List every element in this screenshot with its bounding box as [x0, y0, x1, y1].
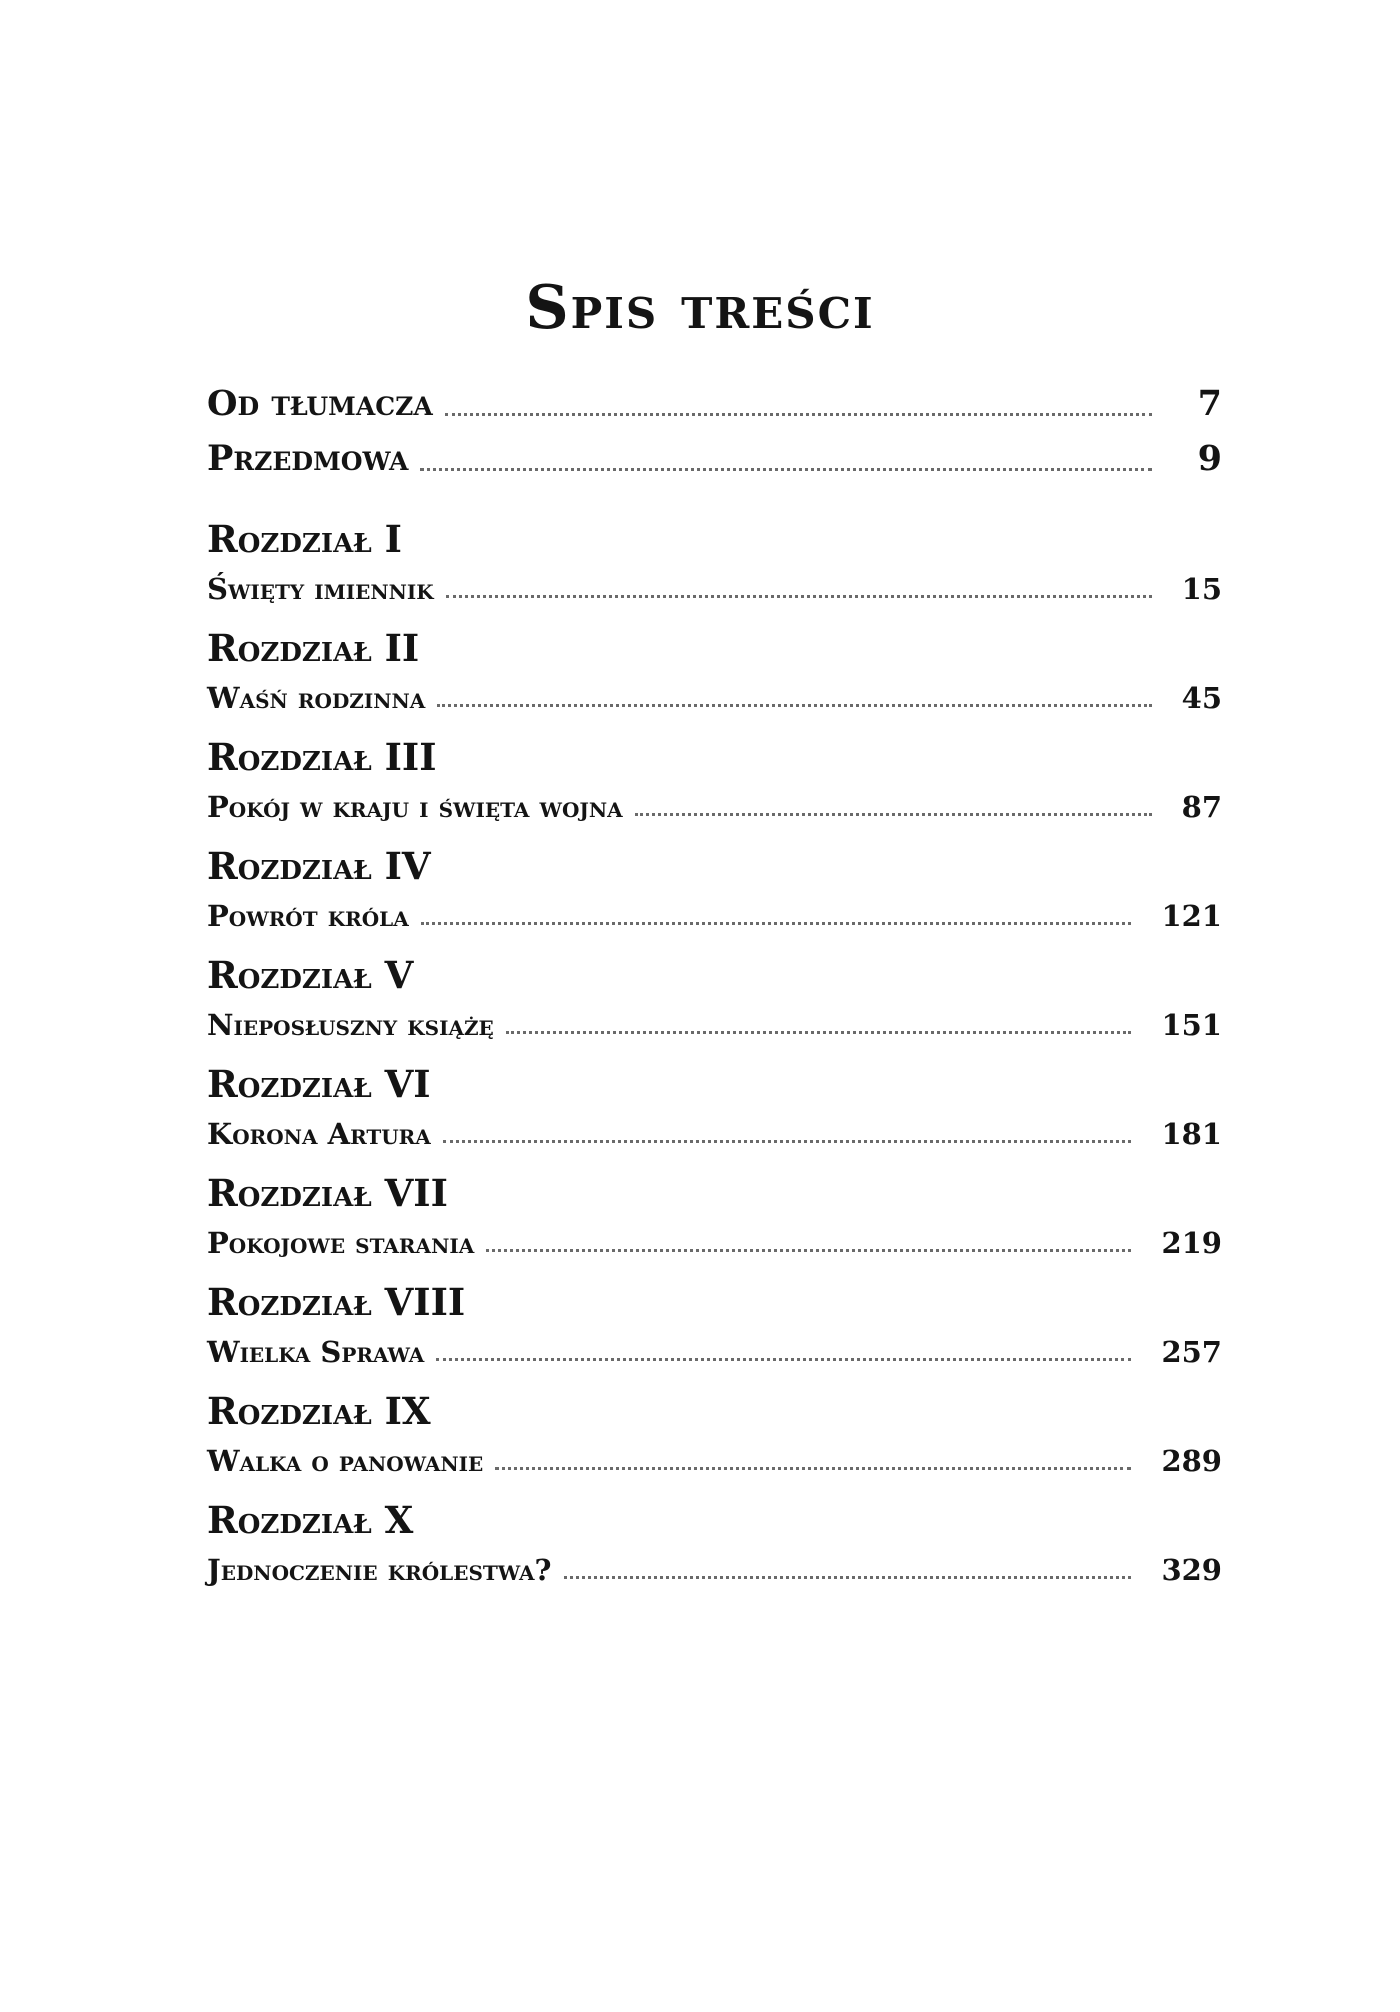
toc-page-number: 151 — [1161, 1008, 1222, 1042]
page-title: Spis treści — [525, 273, 875, 343]
toc-entry-label: Pokojowe starania — [207, 1226, 475, 1260]
leader-dots — [421, 922, 1132, 925]
toc-page-number: 181 — [1161, 1117, 1222, 1151]
toc-page-number: 289 — [1161, 1444, 1222, 1478]
toc-page-number: 45 — [1181, 681, 1222, 715]
toc-entry-chapter-8[interactable] — [207, 1325, 1222, 1369]
toc-entry-label: Powrót króla — [207, 899, 409, 933]
toc-entry-chapter-6[interactable] — [207, 1107, 1222, 1151]
toc-entry-chapter-2[interactable] — [207, 671, 1222, 715]
chapter-heading: Rozdział VII — [207, 1171, 448, 1215]
toc-page-number: 219 — [1161, 1226, 1222, 1260]
chapter-heading: Rozdział X — [207, 1498, 414, 1542]
leader-dots — [436, 1358, 1131, 1361]
chapter-heading: Rozdział I — [207, 517, 402, 561]
toc-entry-label: Święty imiennik — [207, 572, 434, 606]
toc-page-number: 15 — [1181, 572, 1222, 606]
toc-entry-label: Waśń rodzinna — [207, 681, 426, 715]
leader-dots — [445, 413, 1152, 416]
toc-entry-label: Od tłumacza — [207, 383, 433, 424]
toc-entry-label: Przedmowa — [207, 438, 409, 479]
chapter-heading: Rozdział III — [207, 735, 437, 779]
toc-entry-chapter-1[interactable] — [207, 562, 1222, 606]
leader-dots — [635, 813, 1152, 816]
leader-dots — [564, 1576, 1132, 1579]
toc-page-number: 87 — [1181, 790, 1222, 824]
toc-page-number: 329 — [1161, 1553, 1222, 1587]
chapter-heading: Rozdział II — [207, 626, 420, 670]
toc-entry-label: Pokój w kraju i święta wojna — [207, 790, 623, 824]
toc-entry-preface[interactable] — [207, 435, 1222, 479]
toc-entry-chapter-7[interactable] — [207, 1216, 1222, 1260]
leader-dots — [495, 1467, 1131, 1470]
toc-entry-label: Nieposłuszny książę — [207, 1008, 494, 1042]
toc-entry-chapter-4[interactable] — [207, 889, 1222, 933]
leader-dots — [446, 595, 1152, 598]
toc-page-number: 9 — [1197, 438, 1222, 479]
toc-entry-chapter-3[interactable] — [207, 780, 1222, 824]
toc-page-number: 7 — [1197, 383, 1222, 424]
chapter-heading: Rozdział VI — [207, 1062, 431, 1106]
chapter-heading: Rozdział IX — [207, 1389, 431, 1433]
toc-page-number: 121 — [1161, 899, 1222, 933]
toc-entry-chapter-5[interactable] — [207, 998, 1222, 1042]
toc-entry-chapter-10[interactable] — [207, 1543, 1222, 1587]
toc-entry-label: Walka o panowanie — [207, 1444, 484, 1478]
toc-entry-label: Jednoczenie królestwa? — [207, 1553, 552, 1587]
toc-entry-label: Korona Artura — [207, 1117, 431, 1151]
chapter-heading: Rozdział IV — [207, 844, 431, 888]
chapter-heading: Rozdział VIII — [207, 1280, 466, 1324]
chapter-heading: Rozdział V — [207, 953, 414, 997]
toc-page-number: 257 — [1161, 1335, 1222, 1369]
leader-dots — [443, 1140, 1132, 1143]
toc-entry-translator[interactable] — [207, 380, 1222, 424]
leader-dots — [420, 468, 1152, 471]
toc-entry-chapter-9[interactable] — [207, 1434, 1222, 1478]
leader-dots — [486, 1249, 1131, 1252]
leader-dots — [437, 704, 1151, 707]
toc-entry-label: Wielka Sprawa — [207, 1335, 425, 1369]
leader-dots — [506, 1031, 1132, 1034]
